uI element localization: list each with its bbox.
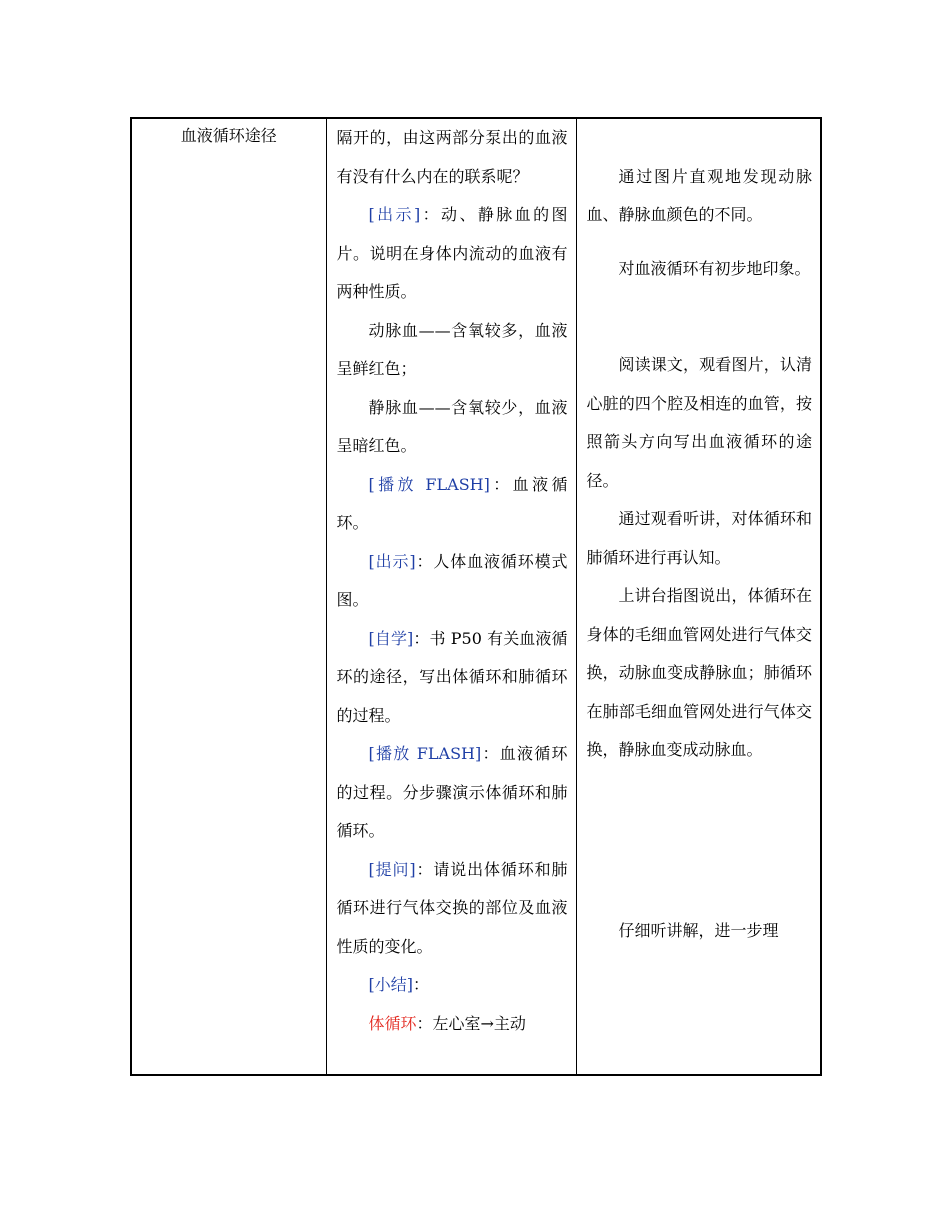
- teacher-activity-text: [327, 119, 576, 1074]
- student-paragraph: 仔细听讲解，进一步理: [618, 921, 779, 941]
- activity-tag: [提问]: [368, 859, 416, 879]
- paragraph-text: ：血液循环。: [336, 474, 568, 532]
- activity-tag: [小结]: [368, 975, 413, 994]
- activity-tag: 体循环: [368, 1013, 417, 1033]
- student-paragraph: 阅读课文，观看图片，认清心脏的四个腔及相连的血管，按照箭头方向写出血液循环的途径。: [586, 355, 812, 490]
- paragraph-text: ：人体血液循环模式图。: [336, 551, 568, 609]
- student-paragraph: 上讲台指图说出，体循环在身体的毛细血管网处进行气体交换，动脉血变成静脉血；肺循环在肺部毛细血管网处进行气体交换，静脉血变成动脉血。: [586, 586, 812, 760]
- teacher-paragraph: [337, 389, 568, 466]
- teacher-paragraph: [337, 966, 568, 1005]
- table-row: [131, 118, 821, 1075]
- teacher-paragraph: [337, 1005, 568, 1044]
- paragraph-text: ：血液循环的过程。分步骤演示体循环和肺循环。: [336, 744, 568, 840]
- activity-tag: [播放 FLASH]: [368, 744, 482, 763]
- activity-tag: [出示]: [368, 551, 416, 571]
- paragraph-text: ：左心室→主动: [416, 1013, 526, 1033]
- teacher-paragraph: [337, 312, 568, 389]
- paragraph-text: ：: [413, 975, 430, 994]
- student-paragraph: 对血液循环有初步地印象。: [618, 258, 811, 278]
- teacher-paragraph: [337, 851, 568, 967]
- activity-tag: [出示]: [368, 205, 421, 224]
- student-activity-text: [577, 119, 821, 1074]
- lesson-plan-table: [130, 117, 822, 1076]
- teacher-paragraph: [337, 466, 568, 543]
- paragraph-text: 隔开的，由这两部分泵出的血液有没有什么内在的联系呢？: [336, 128, 568, 186]
- teacher-paragraph: [337, 119, 568, 196]
- paragraph-text: ：请说出体循环和肺循环进行气体交换的部位及血液性质的变化。: [336, 859, 568, 956]
- stage-cell: [131, 118, 326, 1075]
- paragraph-text: 动脉血——含氧较多，血液呈鲜红色；: [336, 320, 568, 378]
- stage-label: 血液循环途径: [180, 126, 277, 145]
- student-paragraph: 通过图片直观地发现动脉血、静脉血颜色的不同。: [586, 166, 812, 224]
- activity-tag: [播放 FLASH]: [368, 474, 490, 494]
- teacher-paragraph: [337, 196, 568, 312]
- teacher-activity-cell: [326, 118, 576, 1075]
- paragraph-text: 静脉血——含氧较少，血液呈暗红色。: [336, 397, 568, 455]
- paragraph-text: ：动、静脉血的图片。说明在身体内流动的血液有两种性质。: [336, 205, 568, 301]
- student-activity-cell: [576, 118, 821, 1075]
- teacher-paragraph: [337, 735, 568, 851]
- teacher-paragraph: [337, 543, 568, 620]
- teacher-paragraph: [337, 620, 568, 736]
- activity-tag: [自学]: [368, 628, 414, 648]
- student-paragraph: 通过观看听讲，对体循环和肺循环进行再认知。: [586, 509, 812, 567]
- paragraph-text: ：书 P50 有关血液循环的途径，写出体循环和肺循环的过程。: [336, 628, 568, 725]
